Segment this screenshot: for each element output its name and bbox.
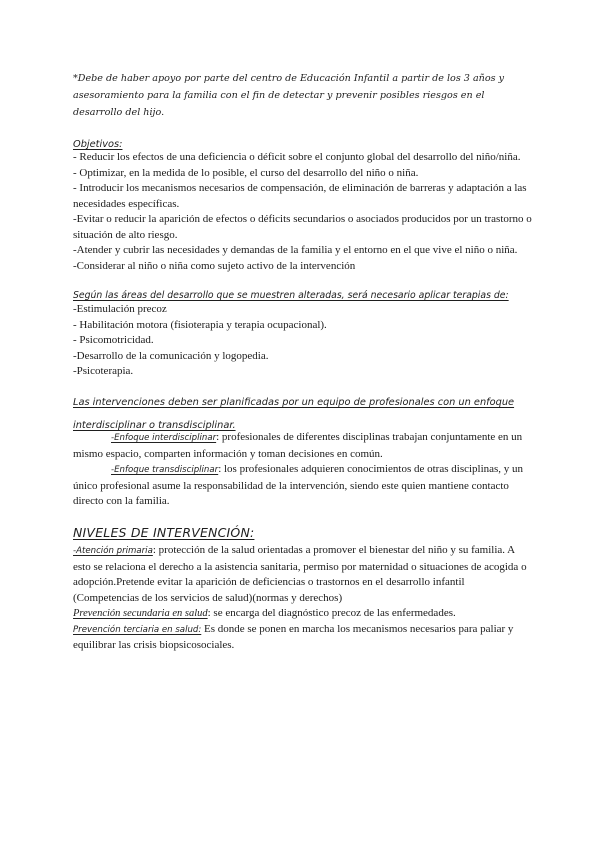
list-item: - Psicomotricidad. <box>73 334 154 346</box>
prevencion-secundaria: Prevención secundaria en salud: se encarga del diagnóstico precoz de las enfermedades. <box>73 607 456 619</box>
intervenciones-body <box>73 430 533 510</box>
list-item: - Optimizar, en la medida de lo posible, el curso del desarrollo del niño o niña. <box>73 166 419 179</box>
prevencion-secundaria-label: Prevención secundaria en salud <box>73 608 208 619</box>
niveles-heading: NIVELES DE INTERVENCIÓN: <box>73 525 255 540</box>
enfoque-interdisciplinar: -Enfoque interdisciplinar: profesionales de diferentes disciplinas trabajan conjuntamente en un mismo espacio, comparten información y toman decisiones en común. <box>73 431 523 460</box>
objetivos-list <box>73 150 533 274</box>
prevencion-terciaria-label: Prevención terciaria en salud: <box>73 624 202 635</box>
atencion-primaria: -Atención primaria: protección de la salud orientadas a promover el bienestar del niño y su familia. A esto se relaciona el derecho a la asistencia sanitaria, permiso por maternidad o situaciones de acogida o adopción.Pretende evitar la aparición de deficiencias o trastornos en el desarrollo infantil (Competencias de los servicios de salud)(normas y derechos) <box>73 544 527 604</box>
list-item: -Atender y cubrir las necesidades y demandas de la familia y el entorno en el que vive el niño o niña. <box>73 244 518 256</box>
atencion-primaria-label: -Atención primaria <box>73 546 153 556</box>
list-item: - Habilitación motora (fisioterapia y terapia ocupacional). <box>73 318 327 331</box>
terapias-heading: Según las áreas del desarrollo que se muestren alteradas, será necesario aplicar terapias de: <box>73 290 509 301</box>
prevencion-terciaria: Prevención terciaria en salud: Es donde se ponen en marcha los mecanismos necesarios para paliar y equilibrar las crisis biopsicosociales. <box>73 622 514 651</box>
objetivos-heading: Objetivos: <box>73 139 123 150</box>
list-item: - Introducir los mecanismos necesarios de compensación, de eliminación de barreras y adaptación a las necesidades específicas. <box>73 182 527 210</box>
niveles-body <box>73 543 533 654</box>
terapias-list <box>73 302 533 380</box>
list-item: -Desarrollo de la comunicación y logopedia. <box>73 349 269 362</box>
list-item: -Psicoterapia. <box>73 365 134 377</box>
intro-note: *Debe de haber apoyo por parte del centro de Educación Infantil a partir de los 3 años y asesoramiento para la familia con el fin de detectar y prevenir posibles riesgos en el desarrollo del hijo. <box>73 73 505 118</box>
list-item: - Reducir los efectos de una deficiencia o déficit sobre el conjunto global del desarrollo del niño/niña. <box>73 151 521 163</box>
enfoque-transdisciplinar: -Enfoque transdisciplinar: los profesionales adquieren conocimientos de otras disciplinas, y un único profesional asume la responsabilidad de la intervención, siendo este quien mantiene contacto directo con la familia. <box>73 463 524 507</box>
list-item: -Evitar o reducir la aparición de efectos o déficits secundarios o asociados producidos por un trastorno o situación de alto riesgo. <box>73 213 532 241</box>
list-item: -Considerar al niño o niña como sujeto activo de la intervención <box>73 259 356 272</box>
enfoque-transdisciplinar-label: -Enfoque transdisciplinar <box>111 465 219 475</box>
list-item: -Estimulación precoz <box>73 303 167 315</box>
intervenciones-heading: Las intervenciones deben ser planificadas por un equipo de profesionales con un enfoque interdisciplinar o transdisciplinar. <box>73 397 515 431</box>
enfoque-interdisciplinar-label: -Enfoque interdisciplinar <box>111 433 217 443</box>
